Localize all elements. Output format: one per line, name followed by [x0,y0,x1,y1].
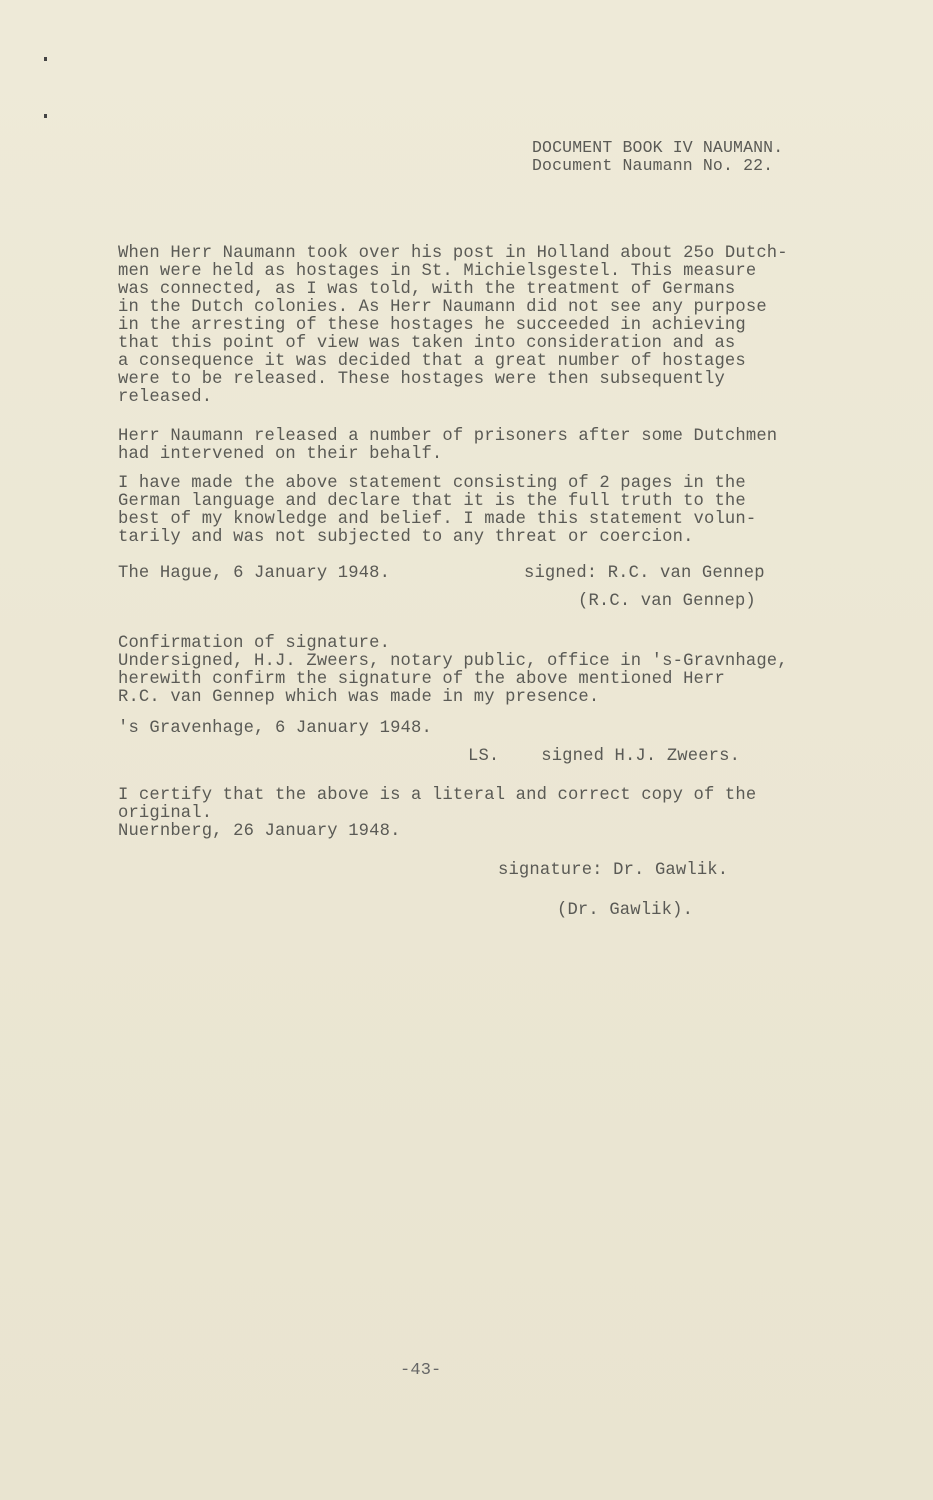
confirmation-line: Undersigned, H.J. Zweers, notary public, office in 's-Gravnhage, [118,652,788,671]
paragraph-line: I have made the above statement consisting of 2 pages in the [118,474,746,493]
paragraph-line: best of my knowledge and belief. I made this statement volun- [118,510,757,529]
paragraph-line: tarily and was not subjected to any threat or coercion. [118,528,694,547]
certification-line: original. [118,804,213,823]
certification-signature: signature: Dr. Gawlik. [498,861,729,880]
paragraph-line: was connected, as I was told, with the treatment of Germans [118,280,736,299]
punch-mark [44,57,47,61]
paragraph-line: had intervened on their behalf. [118,445,443,464]
page-number: -43- [400,1361,442,1380]
confirmation-place-date: 's Gravenhage, 6 January 1948. [118,719,432,738]
paragraph-line: were to be released. These hostages were then subsequently [118,370,725,389]
confirmation-signed: LS. signed H.J. Zweers. [468,747,741,766]
document-book-title: DOCUMENT BOOK IV NAUMANN. [532,138,784,157]
document-number: Document Naumann No. 22. [532,156,774,175]
statement-place-date: The Hague, 6 January 1948. [118,564,391,583]
statement-signer-name: (R.C. van Gennep) [578,592,756,611]
certification-signer-name: (Dr. Gawlik). [557,901,694,920]
paragraph-line: in the Dutch colonies. As Herr Naumann did not see any purpose [118,298,767,317]
paragraph-line: released. [118,388,213,407]
confirmation-line: R.C. van Gennep which was made in my presence. [118,688,600,707]
certification-line: I certify that the above is a literal and correct copy of the [118,786,757,805]
paragraph-line: men were held as hostages in St. Michielsgestel. This measure [118,262,757,281]
statement-signed: signed: R.C. van Gennep [524,564,765,583]
paragraph-line: Herr Naumann released a number of prisoners after some Dutchmen [118,427,778,446]
paragraph-line: that this point of view was taken into consideration and as [118,334,736,353]
certification-place-date: Nuernberg, 26 January 1948. [118,822,401,841]
punch-mark [44,114,47,118]
paragraph-line: in the arresting of these hostages he succeeded in achieving [118,316,746,335]
confirmation-line: herewith confirm the signature of the above mentioned Herr [118,670,725,689]
confirmation-title: Confirmation of signature. [118,634,391,653]
paragraph-line: When Herr Naumann took over his post in Holland about 25o Dutch- [118,244,788,263]
paragraph-line: a consequence it was decided that a great number of hostages [118,352,746,371]
paragraph-line: German language and declare that it is the full truth to the [118,492,746,511]
